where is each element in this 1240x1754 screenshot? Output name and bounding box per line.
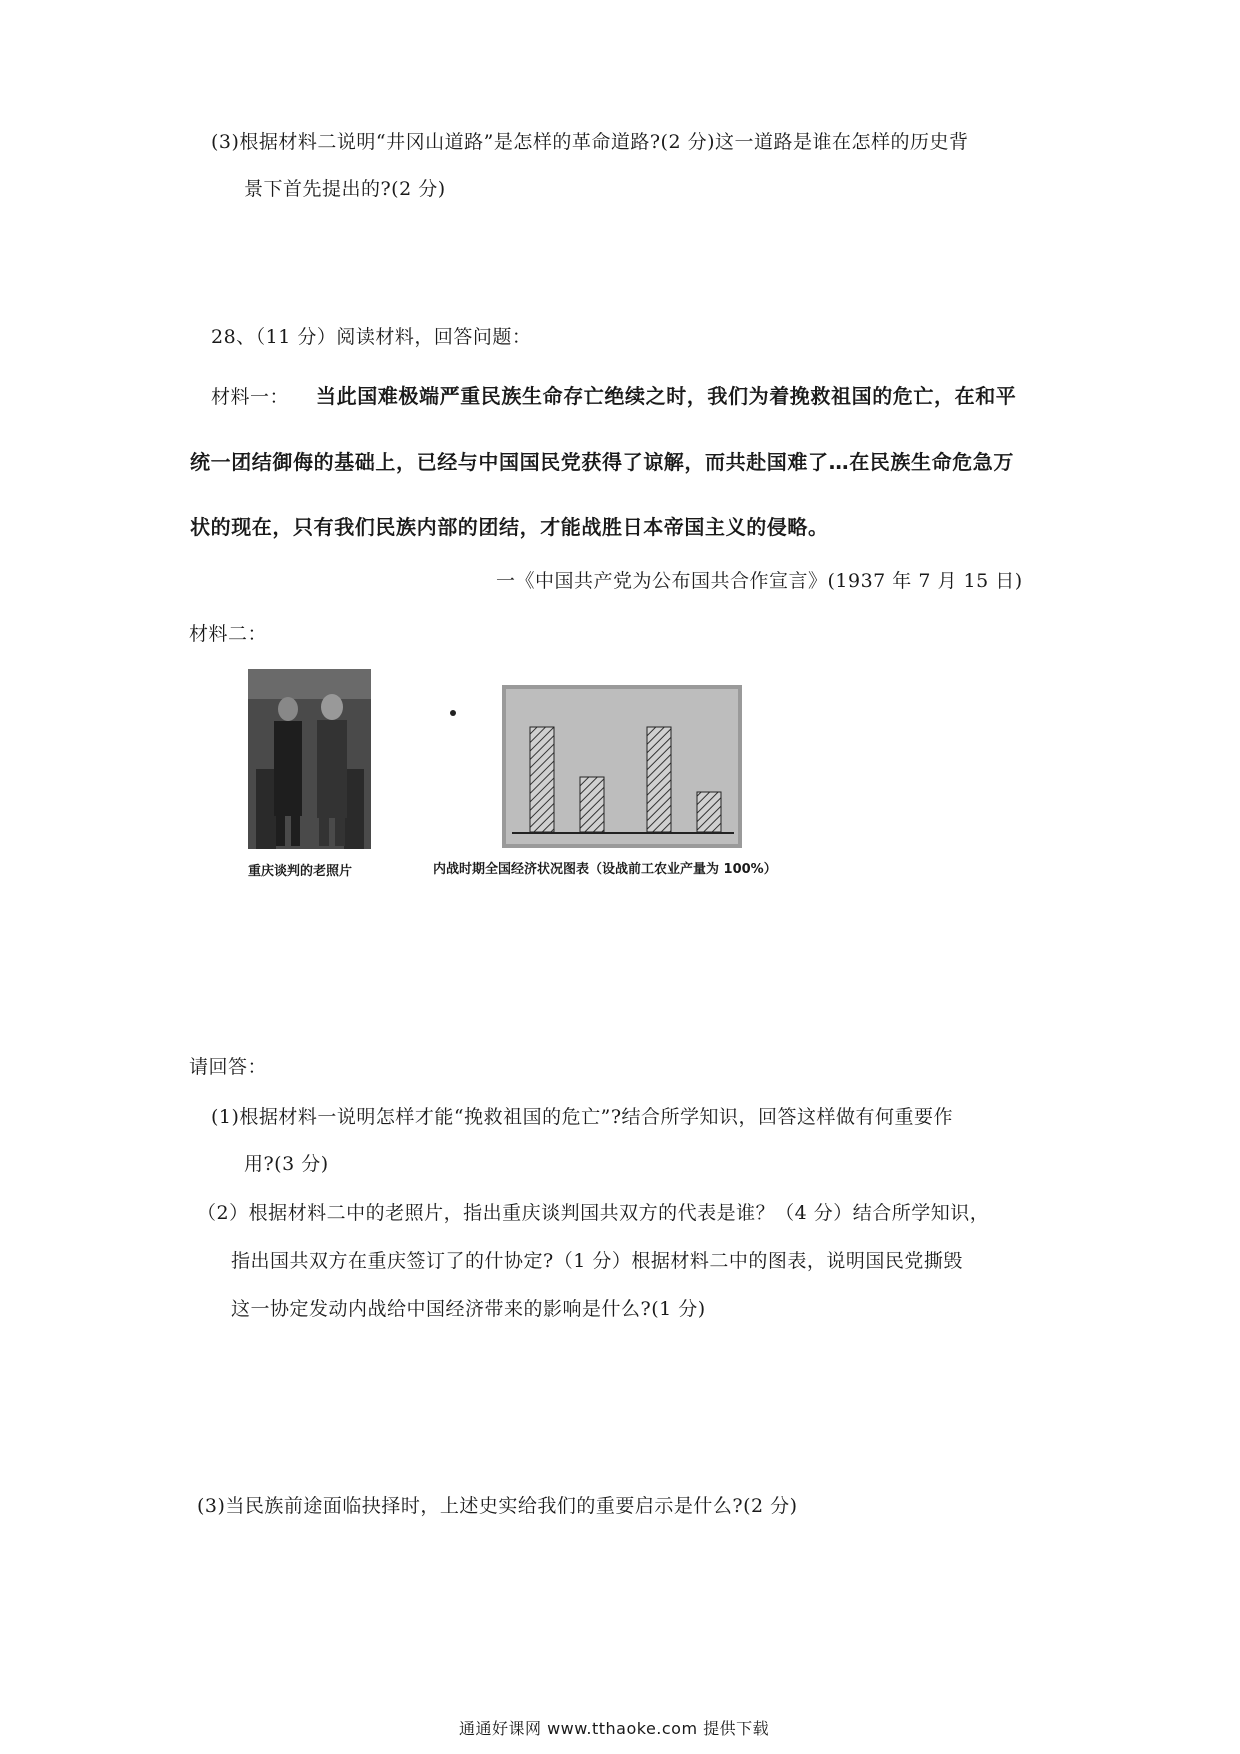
material1-line3: 状的现在，只有我们民族内部的团结，才能战胜日本帝国主义的侵略。 (190, 515, 829, 539)
scan-speck (450, 710, 456, 716)
q28-heading: 28、（11 分）阅读材料，回答问题： (211, 326, 532, 348)
answer-prompt: 请回答： (189, 1056, 268, 1078)
photo-caption: 重庆谈判的老照片 (248, 864, 353, 879)
chart-bar-4 (697, 792, 721, 832)
economy-chart (502, 685, 742, 848)
page-footer: 通通好课网 www.tthaoke.com 提供下载 (459, 1719, 770, 1738)
q27-part3-line1: (3)根据材料二说明“井冈山道路”是怎样的革命道路?(2 分)这一道路是谁在怎样的历史背 (211, 131, 969, 153)
q2-line1: （2）根据材料二中的老照片，指出重庆谈判国共双方的代表是谁？（4 分）结合所学知识， (197, 1202, 990, 1224)
material1-label: 材料一： (211, 386, 290, 408)
q1-line1: (1)根据材料一说明怎样才能“挽救祖国的危亡”?结合所学知识，回答这样做有何重要作 (211, 1106, 954, 1128)
material1-source: 一《中国共产党为公布国共合作宣言》(1937 年 7 月 15 日) (496, 570, 1023, 592)
q2-line3: 这一协定发动内战给中国经济带来的影响是什么?(1 分) (231, 1298, 706, 1320)
chart-caption: 内战时期全国经济状况图表（设战前工农业产量为 100%） (433, 862, 777, 877)
chart-bar-3 (647, 727, 671, 832)
q2-line2: 指出国共双方在重庆签订了的什协定?（1 分）根据材料二中的图表，说明国民党撕毁 (231, 1250, 963, 1272)
q3-line1: (3)当民族前途面临抉择时，上述史实给我们的重要启示是什么?(2 分) (197, 1495, 798, 1517)
chongqing-negotiation-photo (248, 669, 371, 849)
chart-bar-1 (530, 727, 554, 832)
material1-line1: 当此国难极端严重民族生命存亡绝续之时，我们为着挽救祖国的危亡，在和平 (316, 384, 1017, 408)
q1-line2: 用?(3 分) (244, 1153, 329, 1175)
material2-label: 材料二： (189, 623, 268, 645)
material1-line2: 统一团结御侮的基础上，已经与中国国民党获得了谅解，而共赴国难了…在民族生命危急万 (190, 450, 1014, 474)
q27-part3-line2: 景下首先提出的?(2 分) (244, 178, 446, 200)
chart-bar-2 (580, 777, 604, 832)
